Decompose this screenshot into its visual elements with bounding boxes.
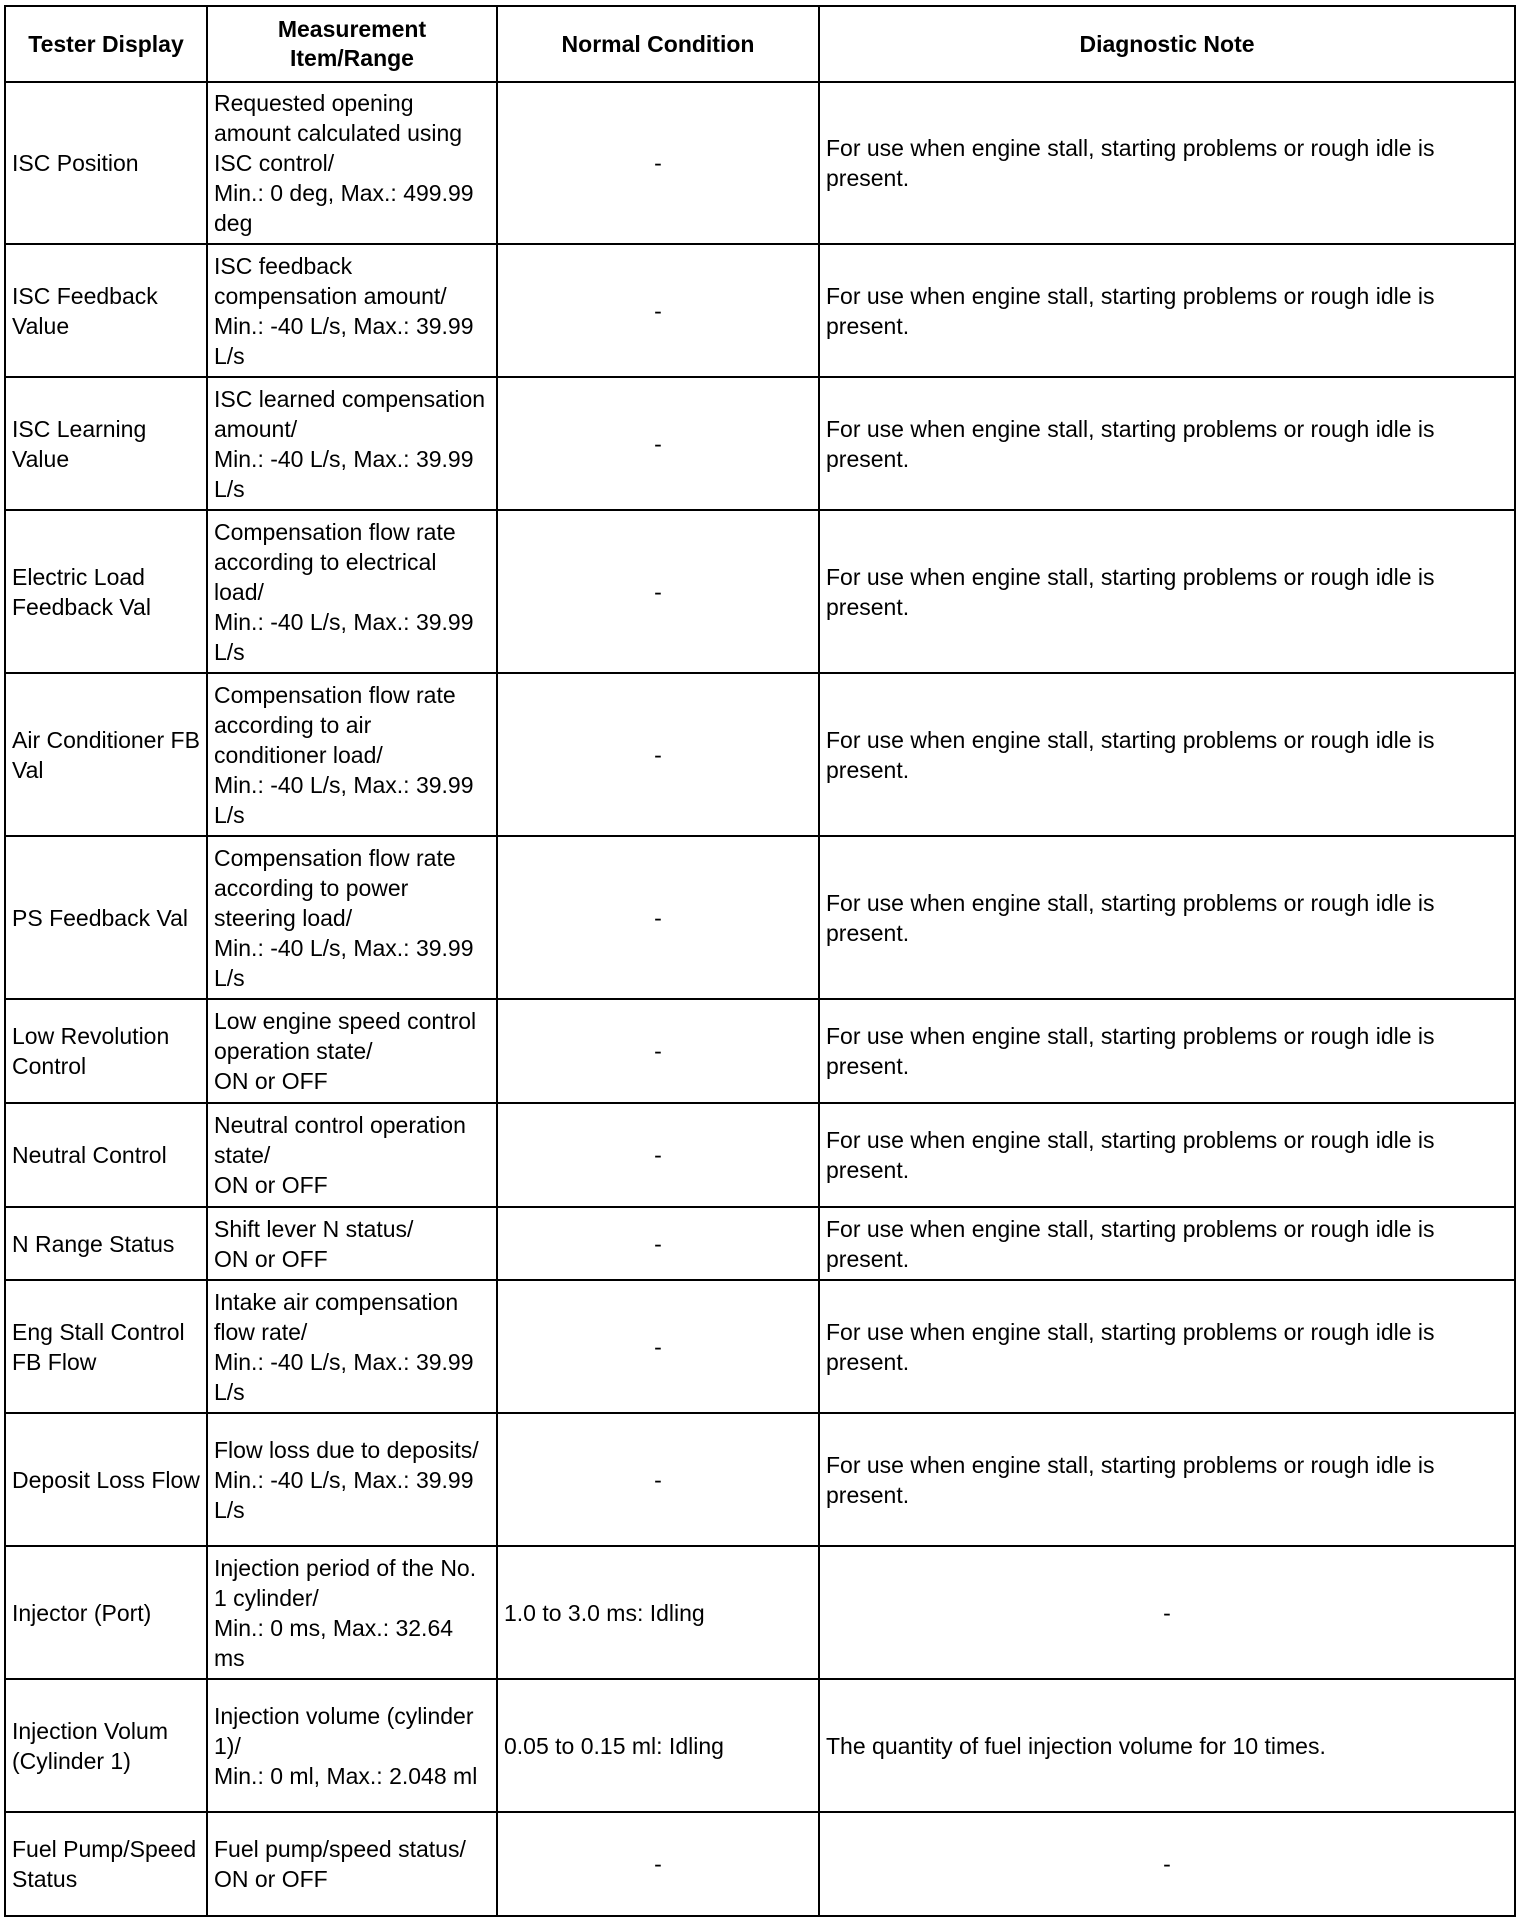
normal-condition-cell: 1.0 to 3.0 ms: Idling: [497, 1546, 819, 1679]
tester-display-cell: Injection Volum (Cylinder 1): [5, 1679, 207, 1812]
measurement-range-cell: ISC feedback compensation amount/ Min.: -40 L/s, Max.: 39.99 L/s: [207, 244, 497, 377]
measurement-range-cell: Neutral control operation state/ ON or OFF: [207, 1103, 497, 1207]
header-normal-condition: Normal Condition: [497, 6, 819, 82]
measurement-range-cell: Compensation flow rate according to power steering load/ Min.: -40 L/s, Max.: 39.99 L/s: [207, 836, 497, 999]
data-list-table: [4, 5, 1516, 1917]
tester-display-cell: ISC Learning Value: [5, 377, 207, 510]
table-row: [5, 1679, 1515, 1812]
normal-condition-cell: -: [497, 244, 819, 377]
tester-display-cell: Low Revolution Control: [5, 999, 207, 1103]
header-measurement-item: Measurement Item/Range: [207, 6, 497, 82]
diagnostic-note-cell: For use when engine stall, starting problems or rough idle is present.: [819, 999, 1515, 1103]
normal-condition-cell: -: [497, 1812, 819, 1916]
header-diagnostic-note: Diagnostic Note: [819, 6, 1515, 82]
table-row: [5, 1207, 1515, 1280]
tester-display-cell: Air Conditioner FB Val: [5, 673, 207, 836]
diagnostic-note-cell: For use when engine stall, starting problems or rough idle is present.: [819, 836, 1515, 999]
diagnostic-note-cell: For use when engine stall, starting problems or rough idle is present.: [819, 510, 1515, 673]
normal-condition-cell: -: [497, 836, 819, 999]
measurement-range-cell: Fuel pump/speed status/ ON or OFF: [207, 1812, 497, 1916]
measurement-range-cell: ISC learned compensation amount/ Min.: -40 L/s, Max.: 39.99 L/s: [207, 377, 497, 510]
measurement-range-cell: Shift lever N status/ ON or OFF: [207, 1207, 497, 1280]
diagnostic-note-cell: For use when engine stall, starting problems or rough idle is present.: [819, 1103, 1515, 1207]
diagnostic-note-cell: For use when engine stall, starting problems or rough idle is present.: [819, 1280, 1515, 1413]
table-row: [5, 673, 1515, 836]
measurement-range-cell: Intake air compensation flow rate/ Min.: -40 L/s, Max.: 39.99 L/s: [207, 1280, 497, 1413]
diagnostic-note-cell: For use when engine stall, starting problems or rough idle is present.: [819, 1207, 1515, 1280]
tester-display-cell: N Range Status: [5, 1207, 207, 1280]
tester-display-cell: Neutral Control: [5, 1103, 207, 1207]
normal-condition-cell: -: [497, 673, 819, 836]
tester-display-cell: ISC Position: [5, 82, 207, 244]
diagnostic-note-cell: For use when engine stall, starting problems or rough idle is present.: [819, 1413, 1515, 1546]
table-row: [5, 377, 1515, 510]
measurement-range-cell: Injection period of the No. 1 cylinder/ Min.: 0 ms, Max.: 32.64 ms: [207, 1546, 497, 1679]
tester-display-cell: Eng Stall Control FB Flow: [5, 1280, 207, 1413]
tester-display-cell: Electric Load Feedback Val: [5, 510, 207, 673]
diagnostic-note-cell: -: [819, 1546, 1515, 1679]
diagnostic-note-cell: -: [819, 1812, 1515, 1916]
normal-condition-cell: -: [497, 510, 819, 673]
normal-condition-cell: -: [497, 1207, 819, 1280]
diagnostic-note-cell: For use when engine stall, starting problems or rough idle is present.: [819, 377, 1515, 510]
table-row: [5, 1413, 1515, 1546]
header-tester-display: Tester Display: [5, 6, 207, 82]
diagnostic-note-cell: For use when engine stall, starting problems or rough idle is present.: [819, 244, 1515, 377]
tester-display-cell: Deposit Loss Flow: [5, 1413, 207, 1546]
normal-condition-cell: -: [497, 999, 819, 1103]
diagnostic-note-cell: For use when engine stall, starting problems or rough idle is present.: [819, 82, 1515, 244]
normal-condition-cell: -: [497, 377, 819, 510]
header-row: [5, 6, 1515, 82]
measurement-range-cell: Injection volume (cylinder 1)/ Min.: 0 ml, Max.: 2.048 ml: [207, 1679, 497, 1812]
normal-condition-cell: -: [497, 1103, 819, 1207]
normal-condition-cell: -: [497, 1280, 819, 1413]
measurement-range-cell: Compensation flow rate according to air conditioner load/ Min.: -40 L/s, Max.: 39.99 L/s: [207, 673, 497, 836]
normal-condition-cell: -: [497, 82, 819, 244]
diagnostic-note-cell: For use when engine stall, starting problems or rough idle is present.: [819, 673, 1515, 836]
measurement-range-cell: Flow loss due to deposits/ Min.: -40 L/s, Max.: 39.99 L/s: [207, 1413, 497, 1546]
table-row: [5, 510, 1515, 673]
measurement-range-cell: Requested opening amount calculated using ISC control/ Min.: 0 deg, Max.: 499.99 deg: [207, 82, 497, 244]
tester-display-cell: Fuel Pump/Speed Status: [5, 1812, 207, 1916]
table-row: [5, 1103, 1515, 1207]
normal-condition-cell: -: [497, 1413, 819, 1546]
table-row: [5, 1812, 1515, 1916]
measurement-range-cell: Compensation flow rate according to electrical load/ Min.: -40 L/s, Max.: 39.99 L/s: [207, 510, 497, 673]
tester-display-cell: ISC Feedback Value: [5, 244, 207, 377]
table-row: [5, 1546, 1515, 1679]
normal-condition-cell: 0.05 to 0.15 ml: Idling: [497, 1679, 819, 1812]
table-row: [5, 244, 1515, 377]
table-row: [5, 1280, 1515, 1413]
table-row: [5, 999, 1515, 1103]
diagnostic-note-cell: The quantity of fuel injection volume for 10 times.: [819, 1679, 1515, 1812]
tester-display-cell: PS Feedback Val: [5, 836, 207, 999]
tester-display-cell: Injector (Port): [5, 1546, 207, 1679]
measurement-range-cell: Low engine speed control operation state/ ON or OFF: [207, 999, 497, 1103]
table-row: [5, 836, 1515, 999]
table-row: [5, 82, 1515, 244]
